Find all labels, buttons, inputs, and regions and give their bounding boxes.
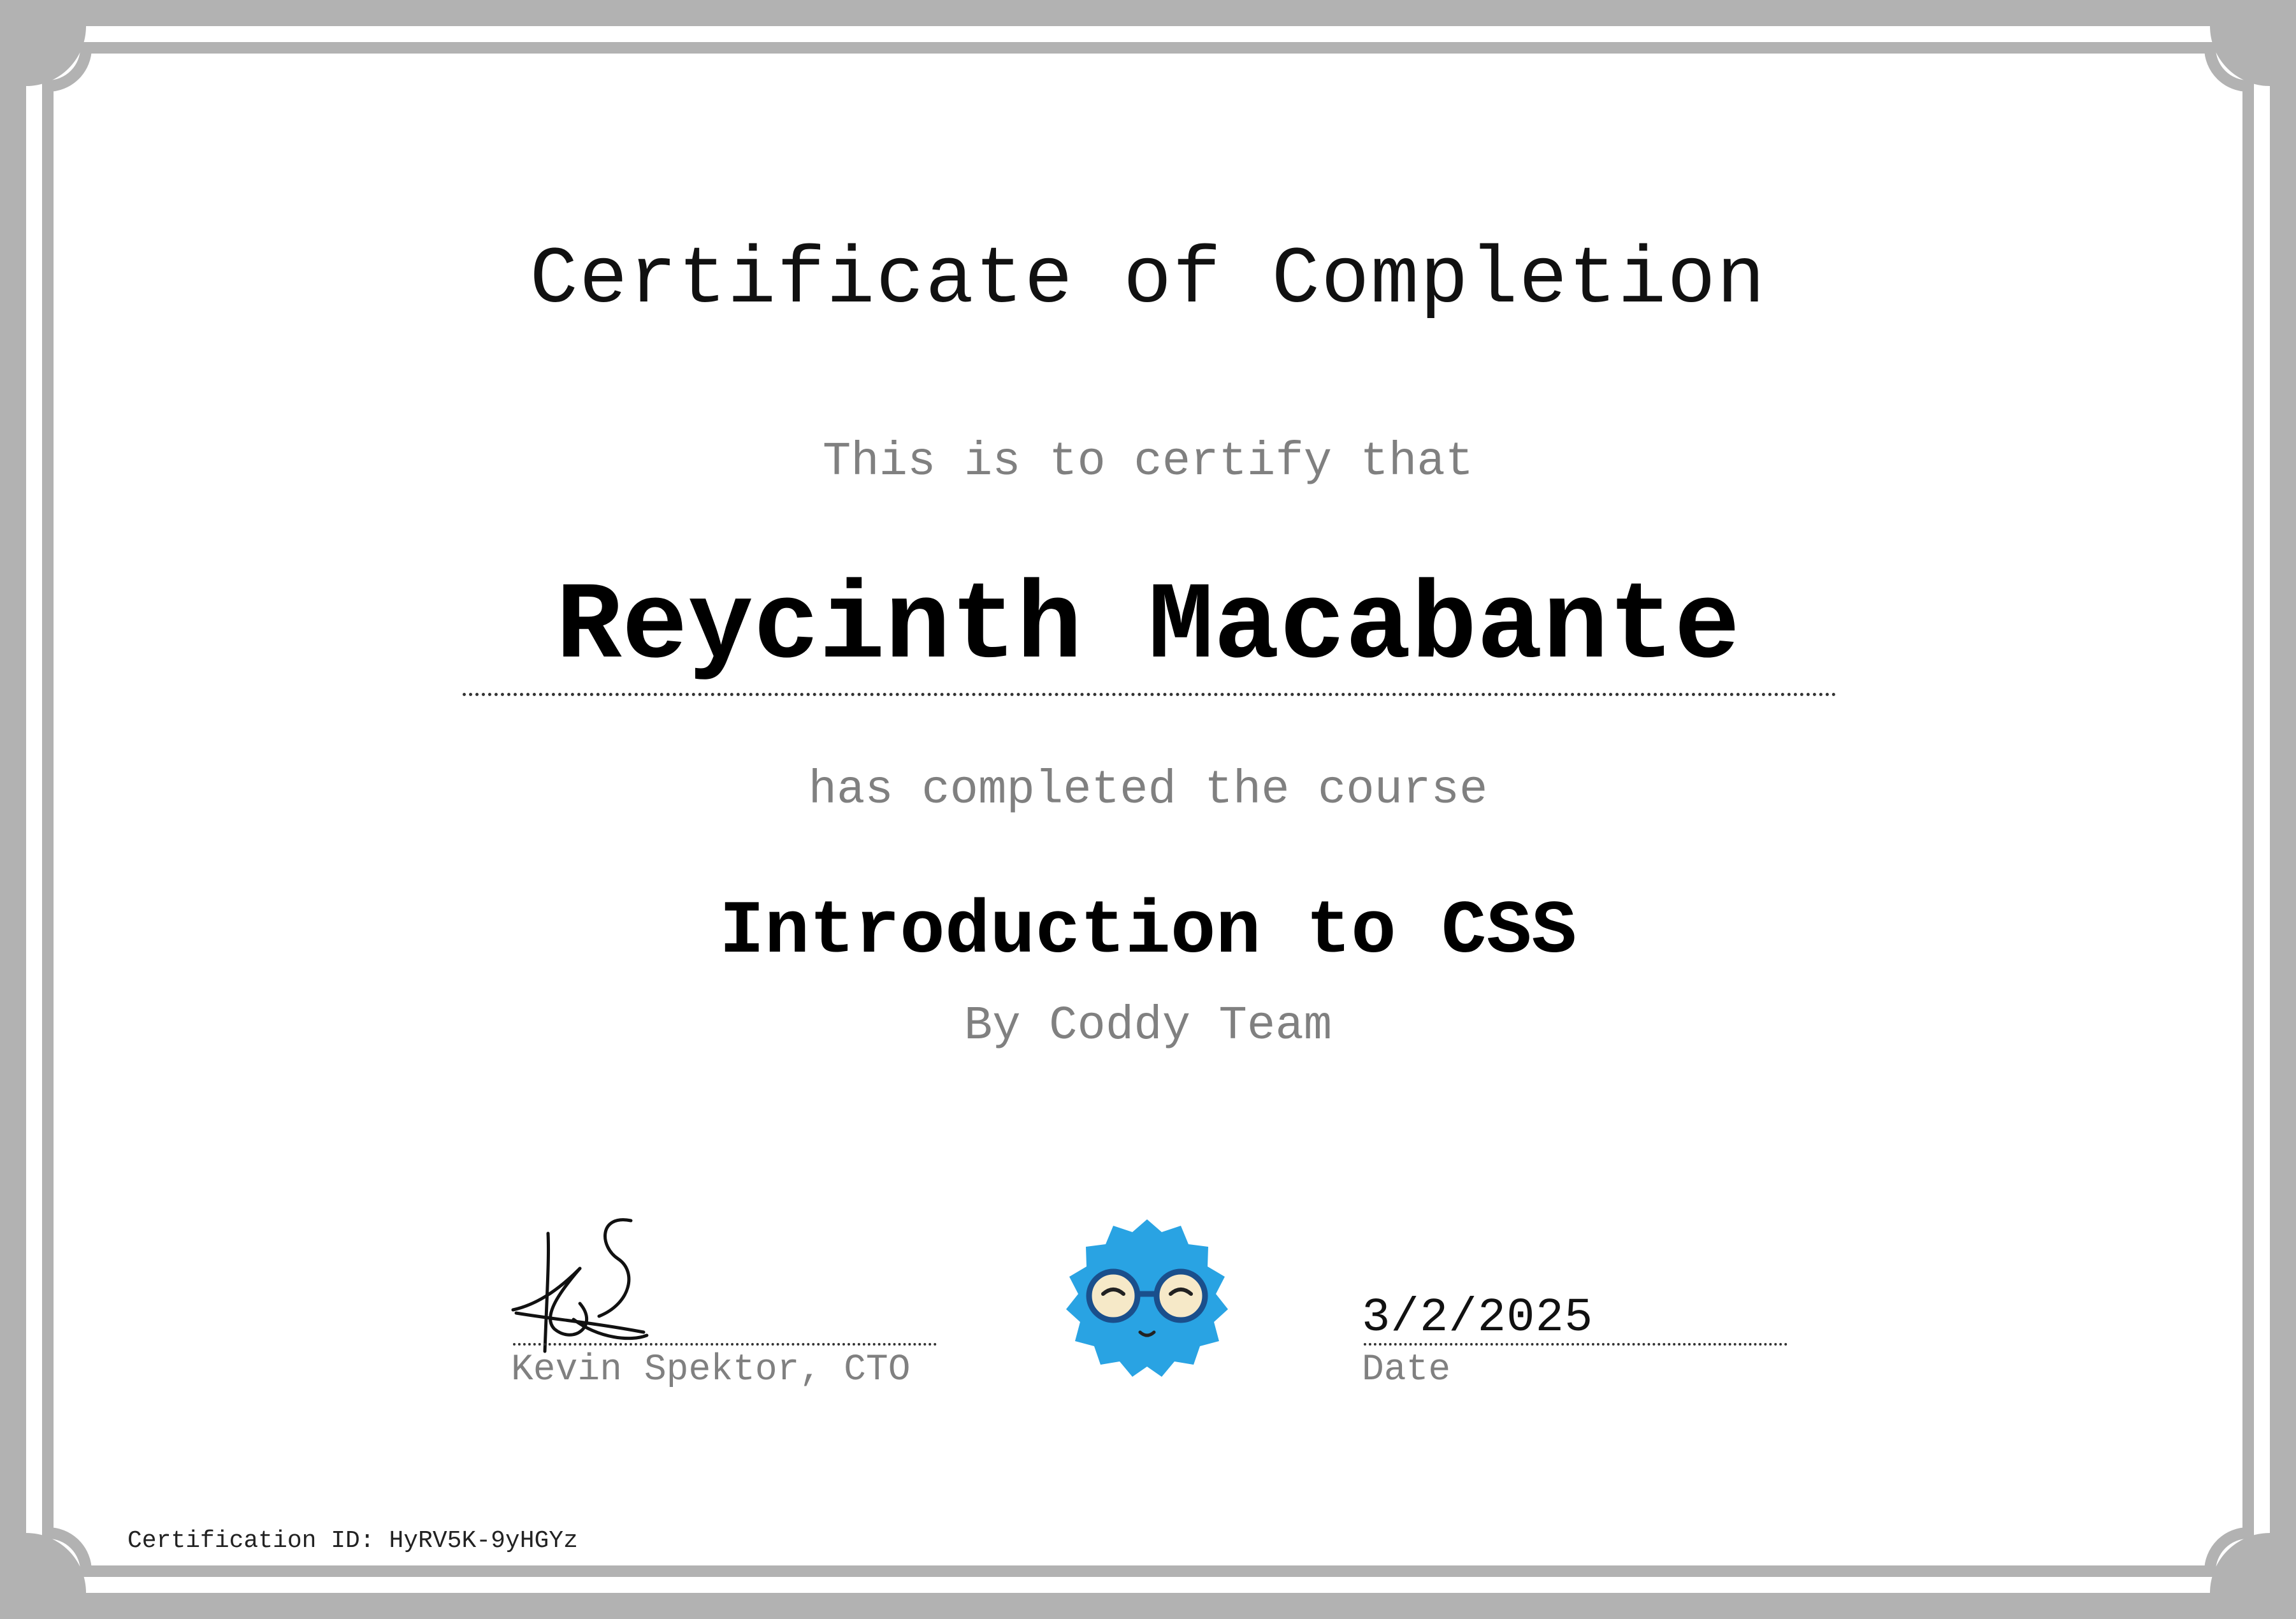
signature-icon bbox=[503, 1208, 656, 1354]
date-value: 3/2/2025 bbox=[1362, 1291, 1594, 1345]
certify-text: This is to certify that bbox=[822, 435, 1474, 489]
recipient-name-underline bbox=[463, 693, 1837, 696]
recipient-name: Reycinth Macabante bbox=[556, 565, 1740, 690]
signature-line bbox=[513, 1343, 937, 1346]
course-byline: By Coddy Team bbox=[964, 999, 1332, 1053]
completed-text: has completed the course bbox=[808, 764, 1488, 817]
date-label: Date bbox=[1362, 1349, 1451, 1391]
certificate-title: Certificate of Completion bbox=[530, 235, 1766, 326]
coddy-logo-icon bbox=[1061, 1216, 1233, 1388]
certification-id: Certification ID: HyRV5K-9yHGYz bbox=[127, 1527, 578, 1555]
course-name: Introduction to CSS bbox=[719, 890, 1577, 975]
signer-label: Kevin Spektor, CTO bbox=[511, 1349, 911, 1391]
date-line bbox=[1364, 1343, 1787, 1346]
